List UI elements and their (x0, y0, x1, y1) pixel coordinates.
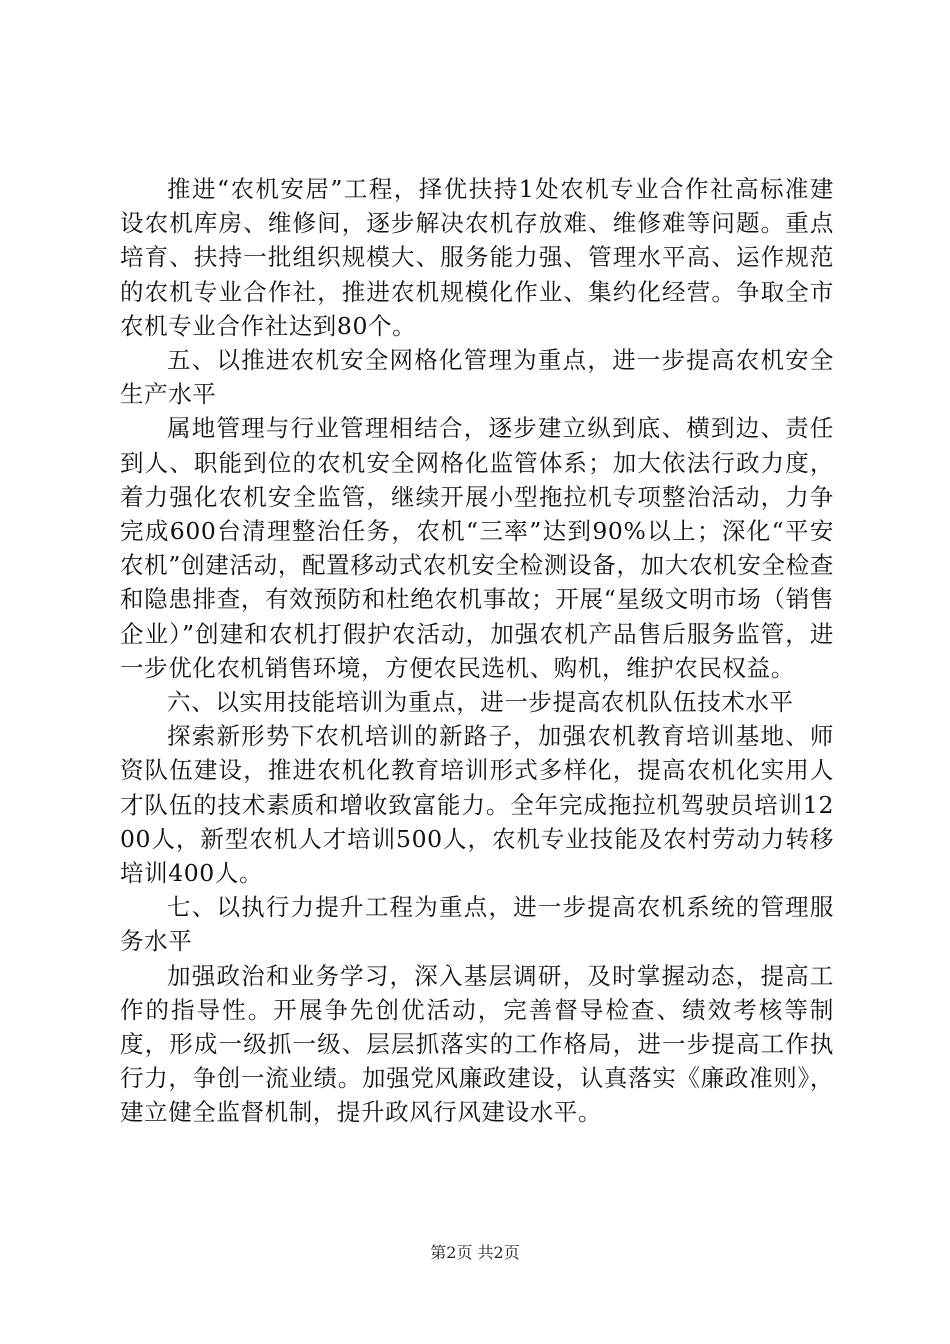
paragraph-execution: 加强政治和业务学习，深入基层调研，及时掌握动态，提高工作的指导性。开展争先创优活动，完善督导检查、绩效考核等制度，形成一级抓一级、层层抓落实的工作格局，进一步提高工作执行力，争创一流业绩。加强党风廉政建设，认真落实《廉政准则》，建立健全监督机制，提升政风行风建设水平。 (120, 961, 834, 1127)
paragraph-skills-training: 探索新形势下农机培训的新路子，加强农机教育培训基地、师资队伍建设，推进农机化教育培训形式多样化，提高农机化实用人才队伍的技术素质和增收致富能力。全年完成拖拉机驾驶员培训1200人，新型农机人才培训500人，农机专业技能及农村劳动力转移培训400人。 (120, 722, 834, 888)
section-heading-7: 七、以执行力提升工程为重点，进一步提高农机系统的管理服务水平 (120, 893, 834, 956)
page-footer: 第2页 共2页 (430, 1243, 520, 1262)
paragraph-safety-grid: 属地管理与行业管理相结合，逐步建立纵到底、横到边、责任到人、职能到位的农机安全网格化监管体系；加大依法行政力度，着力强化农机安全监管，继续开展小型拖拉机专项整治活动，力争完成600台清理整治任务，农机“三率”达到90%以上；深化“平安农机”创建活动，配置移动式农机安全检测设备，加大农机安全检查和隐患排查，有效预防和杜绝农机事故；开展“星级文明市场（销售企业）”创建和农机打假护农活动，加强农机产品售后服务监管，进一步优化农机销售环境，方便农民选机、购机，维护农民权益。 (120, 414, 834, 682)
paragraph-cooperative-housing: 推进“农机安居”工程，择优扶持1处农机专业合作社高标准建设农机库房、维修间，逐步解决农机存放难、维修难等问题。重点培育、扶持一批组织规模大、服务能力强、管理水平高、运作规范的农机专业合作社，推进农机规模化作业、集约化经营。争取全市农机专业合作社达到80个。 (120, 175, 834, 340)
section-heading-5: 五、以推进农机安全网格化管理为重点，进一步提高农机安全生产水平 (120, 346, 834, 409)
document-body (120, 172, 834, 1130)
section-heading-6: 六、以实用技能培训为重点，进一步提高农机队伍技术水平 (167, 688, 794, 717)
